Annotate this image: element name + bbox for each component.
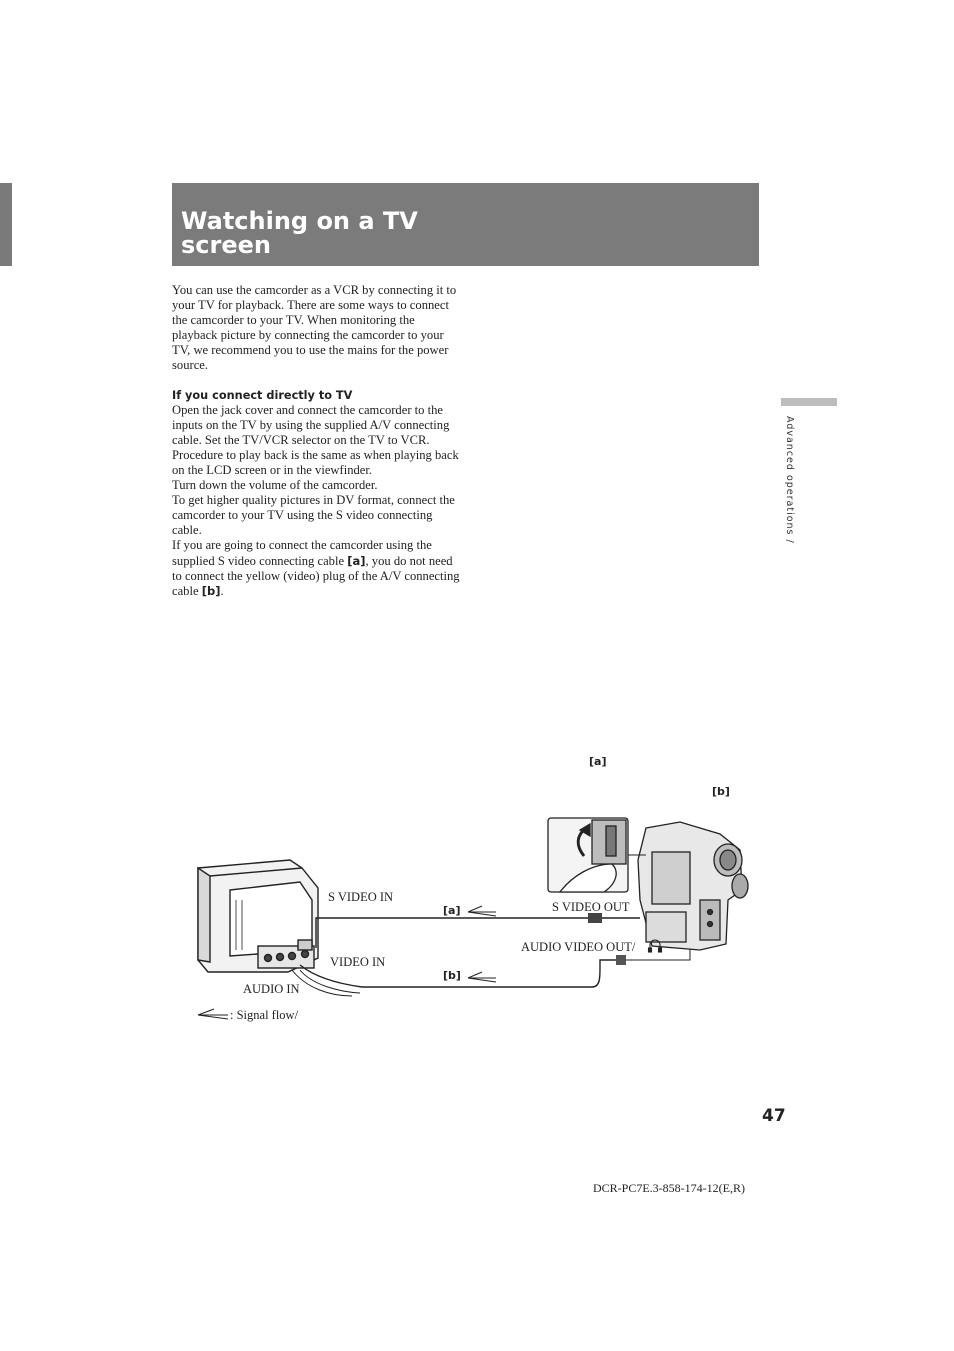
s-video-plug [588, 913, 602, 923]
para4-text-c: . [220, 583, 224, 598]
signal-flow-arrow-b [468, 972, 496, 982]
cable-label-a: [a] [443, 904, 461, 917]
para4-text-a: If you are going to connect the camcorder using the supplied S video connecting cable [172, 538, 432, 568]
intro-paragraph: You can use the camcorder as a VCR by connecting it to your TV for playback. There are some ways to connect the camcorder to your TV. When monitoring the playback picture by connecting the camcorder to your TV, we recommend you to use the mains for the power source. [172, 283, 457, 373]
cable-label-b: [b] [443, 969, 461, 982]
tv-illustration [198, 860, 318, 972]
model-code: DCR-PC7E.3-858-174-12(E,R) [593, 1181, 745, 1195]
label-s-video-in: S VIDEO IN [328, 890, 394, 904]
cable-ref-b: [b] [201, 583, 221, 598]
jack-cover-inset [548, 818, 646, 892]
av-plug [616, 955, 626, 965]
page-title: Watching on a TV screen [181, 207, 418, 259]
section-paragraph-3: To get higher quality pictures in DV format, connect the camcorder to your TV using the S video connecting cable. [172, 493, 455, 538]
legend-signal-flow: : Signal flow/ [230, 1008, 299, 1022]
label-audio-in: AUDIO IN [243, 982, 300, 996]
page-number: 47 [762, 1106, 786, 1126]
para4-text-b: , you do not need to connect the yellow (video) plug of the A/V connecting cable [172, 553, 460, 598]
camcorder-illustration [638, 822, 748, 950]
section-paragraph-2: Turn down the volume of the camcorder. [172, 478, 378, 493]
side-section-label: Advanced operations / [784, 416, 795, 544]
label-video-in: VIDEO IN [330, 955, 386, 969]
label-s-video-out: S VIDEO OUT [552, 900, 630, 914]
signal-flow-arrow-a [468, 906, 496, 916]
section-paragraph-1: Open the jack cover and connect the camcorder to the inputs on the TV by using the supplied A/V connecting cable. Set the TV/VCR selector on the TV to VCR. Procedure to play back is the same as when playing back on the LCD screen or in the viewfinder. [172, 402, 459, 477]
av-cable-strand [300, 970, 360, 993]
diagram-ref-b-top: [b] [712, 785, 730, 798]
section-heading: If you connect directly to TV [172, 388, 353, 402]
signal-flow-legend-arrow [198, 1009, 228, 1019]
cable-ref-a: [a] [347, 553, 366, 568]
diagram-ref-a-top: [a] [589, 755, 607, 768]
label-audio-video-out: AUDIO VIDEO OUT/ [521, 940, 636, 954]
